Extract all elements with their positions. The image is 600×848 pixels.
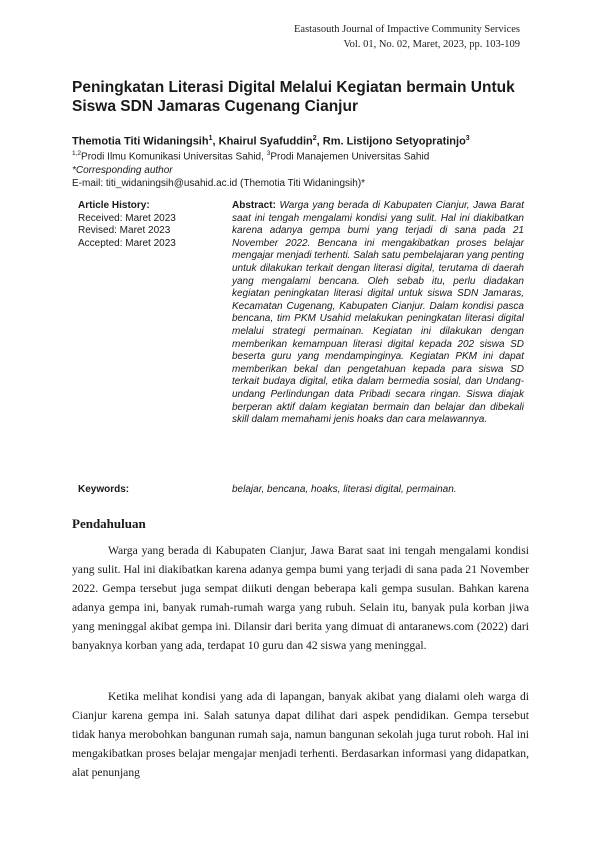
author-sup: 3 xyxy=(465,135,470,142)
corresponding-author-note: *Corresponding author xyxy=(72,165,173,176)
author-name: Themotia Titi Widaningsih xyxy=(72,135,209,148)
journal-name: Eastasouth Journal of Impactive Community Services xyxy=(294,24,520,35)
abstract-block xyxy=(232,200,524,427)
accepted-date: Accepted: Maret 2023 xyxy=(78,237,176,249)
affiliation-text: Prodi Ilmu Komunikasi Universitas Sahid xyxy=(81,151,262,163)
author-sup: 1 xyxy=(208,135,213,142)
journal-issue: Vol. 01, No. 02, Maret, 2023, pp. 103-109 xyxy=(343,39,520,50)
journal-header xyxy=(294,22,520,52)
revised-date: Revised: Maret 2023 xyxy=(78,225,171,237)
received-date: Received: Maret 2023 xyxy=(78,212,176,224)
abstract-text: Warga yang berada di Kabupaten Cianjur, Jawa Barat saat ini tengah mengalami kondisi yang sulit. Hal ini diakibatkan karena adanya gempa bumi yang terjadi di sana pada 21 November 2022. Bencana ini mengakibatkan proses belajar mengajar menjadi terhenti. Salah satu pembelajaran yang penting untuk dilakukan terkait dengan literasi digital, terutama di daerah yang mengalami bencana. Oleh sebab itu, perlu diadakan kegiatan peningkatan literasi digital untuk siswa SDN Jamaras, Kecamatan Cugenang, Kabupaten Cianjur. Dalam kondisi pasca bencana, tim PKM Usahid melakukan peningkatan literasi digital melalui strategi permainan. Kegiatan ini dilakukan dengan memberikan kemampuan literasi digital kepada 202 siswa SD beserta guru yang mendampinginya. Kegiatan PKM ini dapat memberikan bekal dan pengetahuan kepada para siswa SD terkait budaya digital, etika dalam bermedia sosial, dan Undang-undang Perlindungan data Pribadi secara ringan. Siswa diajak berperan aktif dalam kegiatan bermain dan belajar dan dibekali skill dalam memahami jenis hoaks dan cara melawannya. xyxy=(232,200,525,426)
abstract-label: Abstract: xyxy=(232,200,276,211)
affiliation-list: $^{1,2}$Prodi Ilmu Komunikasi Universitas Sahid, $^3$Prodi Manajemen Universitas Sahid xyxy=(72,150,430,163)
author-email: E-mail: titi_widaningsih@usahid.ac.id (Themotia Titi Widaningsih)* xyxy=(72,178,366,189)
body-paragraph: Warga yang berada di Kabupaten Cianjur, Jawa Barat saat ini tengah mengalami kondisi yang sulit. Hal ini diakibatkan karena adanya gempa bumi yang terjadi di sana pada 21 November 2022. Gempa tersebut juga sempat diikuti dengan beberapa kali gempa susulan. Bahkan karena adanya gempa ini, banyak rumah-rumah warga yang rubuh. Selain itu, banyak pula korban jiwa yang meninggal akibat gempa ini. Dilansir dari berita yang dimuat di antaranews.com (2022) dari banyaknya korban yang ada, terdapat 10 guru dan 42 siswa yang meninggal. xyxy=(72,544,529,652)
affiliation-text: Prodi Manajemen Universitas Sahid xyxy=(270,151,430,163)
paper-title: Peningkatan Literasi Digital Melalui Kegiatan bermain Untuk Siswa SDN Jamaras Cugenang Cianjur xyxy=(72,79,515,115)
author-sup: 2 xyxy=(312,135,317,142)
author-name: Rm. Listijono Setyopratinjo xyxy=(322,135,466,148)
author-name: Khairul Syafuddin xyxy=(218,135,313,148)
author-list: Themotia Titi Widaningsih$^1$, Khairul Syafuddin$^2$, Rm. Listijono Setyopratinjo$^3$ xyxy=(72,135,470,148)
article-history-title: Article History: xyxy=(78,200,150,211)
affiliation-sup: 3 xyxy=(266,150,271,157)
keywords-values: belajar, bencana, hoaks, literasi digital, permainan. xyxy=(232,484,457,495)
keywords-label: Keywords: xyxy=(78,484,130,495)
body-paragraph: Ketika melihat kondisi yang ada di lapangan, banyak akibat yang dialami oleh warga di Cianjur karena gempa ini. Salah satunya dapat dilihat dari aspek pendidikan. Gempa tersebut tidak hanya merobohkan bangunan rumah saja, namun bangunan sekolah juga turut roboh. Hal ini mengakibatkan proses belajar mengajar menjadi terhenti. Berdasarkan informasi yang didapatkan, alat penunjang xyxy=(72,690,529,779)
article-history xyxy=(78,200,218,250)
section-title: Pendahuluan xyxy=(72,516,146,531)
affiliation-sup: 1,2 xyxy=(72,150,82,157)
